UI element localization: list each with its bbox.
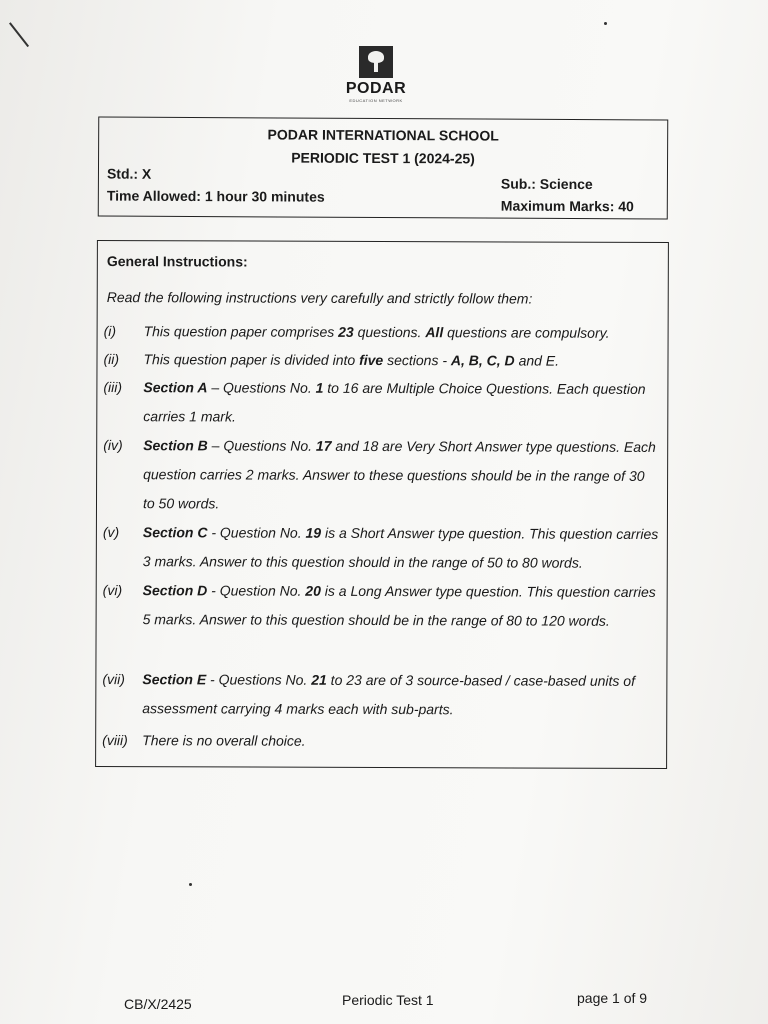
instruction-text: questions.	[353, 323, 426, 341]
paper-speck	[189, 883, 192, 886]
instruction-emphasis: 19	[305, 524, 322, 541]
instruction-item	[103, 373, 659, 433]
instruction-text: to 16 are Multiple Choice Questions. Each question carries 1 mark.	[143, 379, 646, 425]
paper-speck	[604, 22, 607, 25]
instruction-text: and E.	[514, 352, 560, 369]
maximum-marks: Maximum Marks: 40	[500, 197, 634, 215]
instruction-number: (iv)	[103, 437, 123, 454]
instruction-emphasis: 21	[311, 671, 327, 688]
instruction-emphasis: A, B, C, D	[450, 352, 515, 369]
standard-label: Std.: X	[106, 165, 152, 182]
instruction-text: There is no overall choice.	[142, 732, 306, 749]
instruction-text: and 18 are Very Short Answer type questions. Each question carries 2 marks. Answer to these questions should be in the range of 30 to 50 words.	[142, 437, 656, 512]
instruction-item	[103, 576, 659, 636]
paper-edge-mark	[9, 22, 29, 47]
tree-emblem-icon	[359, 46, 393, 78]
school-name: PODAR INTERNATIONAL SCHOOL	[267, 126, 499, 144]
instruction-item	[103, 431, 659, 520]
instruction-text: questions are compulsory.	[443, 324, 610, 341]
instruction-emphasis: 20	[305, 582, 321, 599]
instruction-number: (ii)	[103, 351, 120, 368]
instruction-emphasis: five	[359, 351, 384, 369]
instruction-number: (i)	[103, 323, 117, 340]
instruction-number: (vii)	[102, 671, 125, 688]
instruction-item	[102, 726, 658, 757]
instruction-emphasis: 17	[315, 437, 332, 454]
instruction-item	[104, 317, 660, 348]
logo-tagline: EDUCATION NETWORK	[349, 98, 403, 103]
instruction-text: - Question No.	[207, 582, 306, 599]
instruction-emphasis: Section C	[142, 524, 208, 541]
footer-title: Periodic Test 1	[342, 992, 434, 1008]
instruction-text: is a Long Answer type question. This question carries 5 marks. Answer to this question should be in the range of 80 to 120 words.	[142, 582, 656, 629]
time-allowed: Time Allowed: 1 hour 30 minutes	[106, 187, 325, 205]
instruction-number: (iii)	[103, 379, 123, 396]
test-name: PERIODIC TEST 1 (2024-25)	[291, 149, 475, 167]
instruction-emphasis: Section D	[142, 582, 208, 599]
instruction-text: – Questions No.	[207, 379, 316, 396]
instruction-number: (vi)	[102, 582, 123, 599]
logo-name: PODAR	[345, 80, 407, 97]
page-number: page 1 of 9	[577, 990, 648, 1006]
school-logo	[336, 46, 416, 103]
instruction-emphasis: Section B	[143, 437, 208, 454]
instruction-item	[102, 665, 658, 725]
instructions-lead: Read the following instructions very carefully and strictly follow them:	[106, 289, 533, 307]
instruction-text: - Question No.	[207, 524, 306, 541]
exam-header	[98, 117, 669, 220]
instruction-text: to 23 are of 3 source-based / case-based units of assessment carrying 4 marks each with sub-parts.	[142, 671, 636, 718]
instructions-title: General Instructions:	[106, 253, 248, 270]
instruction-number: (v)	[102, 524, 120, 541]
instruction-emphasis: All	[425, 324, 444, 341]
instruction-text: sections -	[383, 352, 451, 369]
instruction-text: – Questions No.	[207, 437, 316, 454]
paper-code: CB/X/2425	[124, 996, 192, 1012]
instruction-emphasis: 23	[338, 323, 354, 340]
instruction-text: This question paper is divided into	[143, 351, 360, 368]
instruction-emphasis: 1	[315, 379, 324, 396]
instruction-text: - Questions No.	[206, 671, 312, 688]
instruction-number: (viii)	[102, 732, 128, 749]
instruction-text: is a Short Answer type question. This question carries 3 marks. Answer to this question should in the range of 50 to 80 words.	[142, 524, 659, 571]
general-instructions	[95, 240, 669, 769]
subject-label: Sub.: Science	[500, 175, 593, 193]
instruction-item	[103, 345, 659, 376]
instruction-item	[103, 518, 659, 578]
instruction-emphasis: Section A	[143, 379, 208, 396]
instruction-text: This question paper comprises	[143, 323, 339, 340]
instruction-emphasis: Section E	[142, 671, 207, 688]
